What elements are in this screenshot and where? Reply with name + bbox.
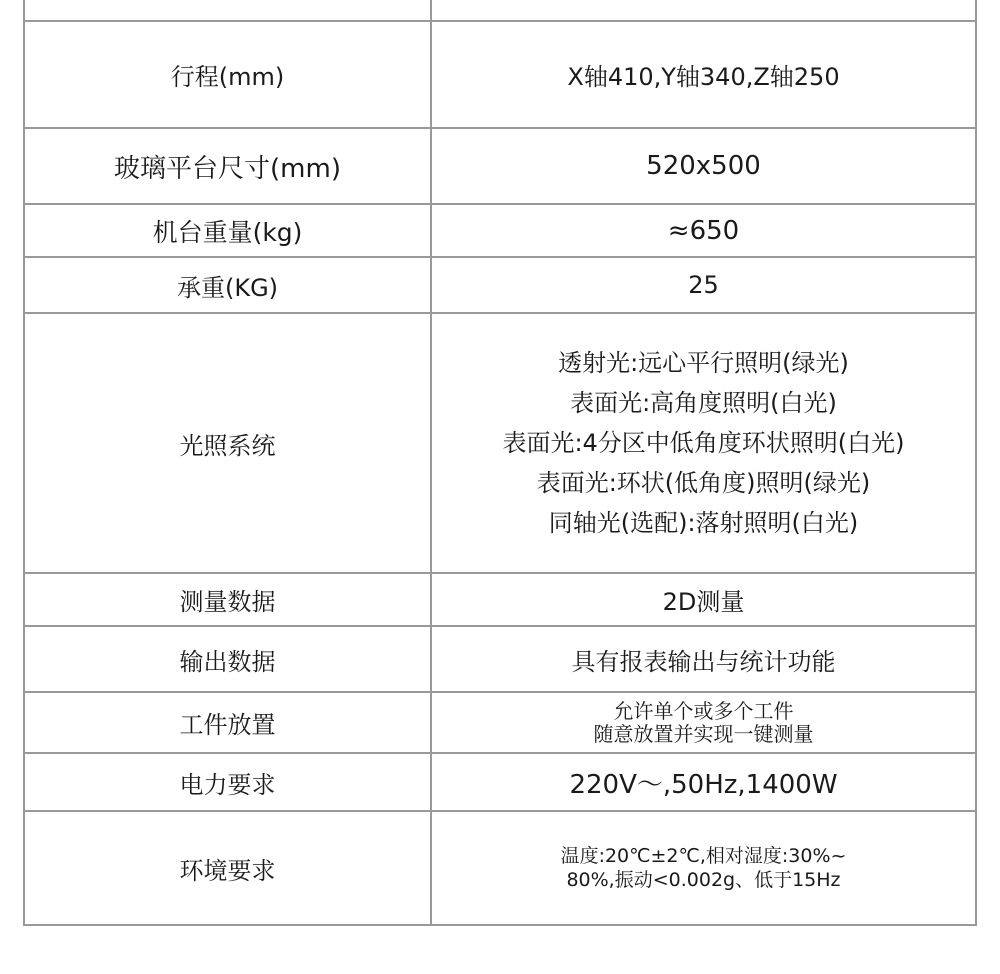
spec-value-lighting xyxy=(432,314,975,572)
spec-table xyxy=(23,0,977,926)
spec-value-machine-weight: ≈650 xyxy=(667,215,740,246)
spec-label-glass-platform: 玻璃平台尺寸(mm) xyxy=(25,129,432,203)
lighting-line: 表面光:环状(低角度)照明(绿光) xyxy=(536,469,871,497)
spec-value-load-capacity: 25 xyxy=(688,271,719,299)
table-row xyxy=(25,625,975,691)
table-row xyxy=(25,752,975,810)
environment-line: 温度:20℃±2℃,相对湿度:30%~ xyxy=(560,845,847,867)
spec-label-travel: 行程(mm) xyxy=(25,22,432,127)
table-row xyxy=(25,572,975,625)
spec-value-power: 220V～,50Hz,1400W xyxy=(569,769,838,800)
spec-label-load-capacity: 承重(KG) xyxy=(25,258,432,312)
spec-label-machine-weight: 机台重量(kg) xyxy=(25,205,432,256)
table-row xyxy=(25,203,975,256)
table-row xyxy=(25,0,975,20)
spec-value-workpiece-placement xyxy=(432,693,975,752)
spec-value-travel: X轴410,Y轴340,Z轴250 xyxy=(567,63,840,91)
spec-label-cell xyxy=(25,0,432,20)
table-row xyxy=(25,691,975,752)
placement-line: 随意放置并实现一键测量 xyxy=(593,721,814,746)
table-row xyxy=(25,256,975,312)
lighting-line: 同轴光(选配):落射照明(白光) xyxy=(548,509,859,537)
table-row xyxy=(25,810,975,924)
spec-value-measurement-data: 2D测量 xyxy=(662,588,745,616)
spec-value-output-data: 具有报表输出与统计功能 xyxy=(571,647,836,676)
spec-value-environment xyxy=(432,812,975,924)
lighting-line: 透射光:远心平行照明(绿光) xyxy=(558,349,849,377)
lighting-line: 表面光:4分区中低角度环状照明(白光) xyxy=(502,429,905,457)
table-row xyxy=(25,312,975,572)
spec-label-lighting: 光照系统 xyxy=(25,314,432,572)
table-row xyxy=(25,127,975,203)
placement-line: 允许单个或多个工件 xyxy=(613,698,794,723)
environment-line: 80%,振动<0.002g、低于15Hz xyxy=(566,869,841,891)
spec-label-measurement-data: 测量数据 xyxy=(25,574,432,625)
spec-label-environment: 环境要求 xyxy=(25,812,432,924)
spec-value-glass-platform: 520x500 xyxy=(646,151,761,181)
spec-label-power: 电力要求 xyxy=(25,754,432,810)
spec-value-cell xyxy=(432,0,975,20)
spec-label-workpiece-placement: 工件放置 xyxy=(25,693,432,752)
spec-label-output-data: 输出数据 xyxy=(25,627,432,691)
lighting-line: 表面光:高角度照明(白光) xyxy=(570,389,837,417)
table-row xyxy=(25,20,975,127)
